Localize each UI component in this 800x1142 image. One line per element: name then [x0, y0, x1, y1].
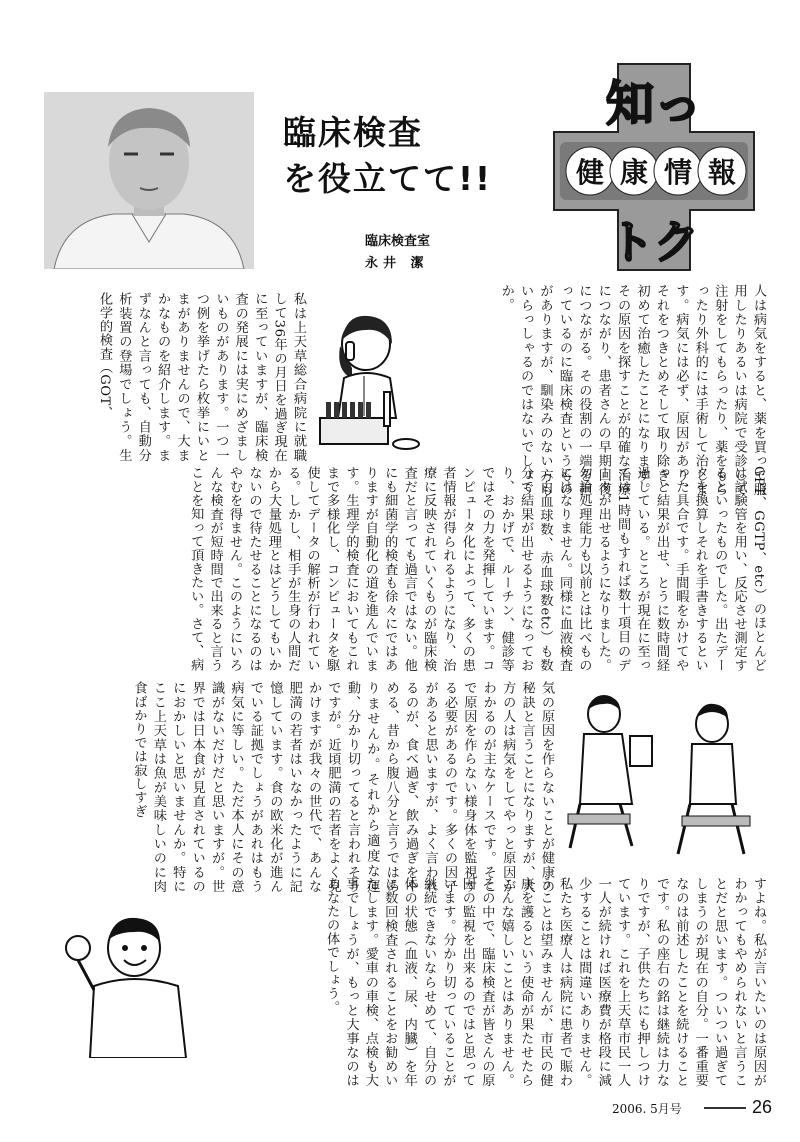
page-number: 26 [752, 1097, 773, 1117]
doctor-patient-illustration [560, 684, 766, 864]
issue-date: 2006. 5月号 [612, 1102, 682, 1116]
article-title [283, 110, 492, 201]
author-photo [44, 92, 254, 269]
badge-char-4: 報 [707, 156, 737, 189]
title-line-1: 臨床検査 [283, 113, 423, 152]
author-name: 永井 潔 [365, 256, 429, 271]
badge-top-text: 知っ [605, 76, 703, 132]
badge-char-3: 情 [663, 156, 693, 189]
ok-gesture-illustration [54, 908, 204, 1058]
body-text-block-1: 人は病気をすると、薬を買って服用したりあるいは病院で受診して注射をしてもらったり、薬をもらったり外科的には手術して治します。病気には必ず、原因があり、それをつきとめそして取り除き、初めて治癒したことになります。その原因を探すことが的確な治療につながり、患者さんの早期回復につながる。その役割の一端を担っているのに臨床検査というものがありますが、馴染みのない方もいらっしゃるのではないでしょうか。 [498, 284, 766, 496]
lab-technician-illustration [312, 306, 420, 462]
author-department: 臨床検査室 [365, 234, 431, 249]
body-text-block-5: すよね。私が言いたいのは原因がわかってもやめられないと言うことだと思います。ついつい過ぎてしまうのが現在の自分。一番重要なのは前述したことを続けることです。私の座右の銘は継続は力なりですが、子供たちにも押しつけています。これを上天草市民一人一人が続ければ医療費が格段に減少することは間違いありません。私たち医療人は病院に患者で賑わうことは望みませんが、市民の健康を護るという使命が果たせたらこんな嬉しいことはありません。その中で、臨床検査が皆さんの原因の監視を出来るのではと思っています。分かり切っていることが継続できないならせめて、自分の体の状態（血液、尿、内臓）を年に数回検査されることをお勧めいたします。愛車の車検、点検も大事でしょうが、もっと大事なのはあなたの体でしょう。 [324, 877, 766, 1087]
body-text-block-2: 私は上天草総合病院に就職して36年の月日を過ぎ現在に至っていますが、臨床検査の発展には実にめざましいものがあります。一つ一つ例を挙げたら枚挙にいとまがありませんので、大まかなものを紹介します。まずなんと言っても、自動分析装置の登場でしょう。生化学的検査（GOT、 [96, 292, 306, 462]
footer-rule [704, 1107, 746, 1109]
body-text-block-4: 気の原因を作らないことが健康の秘訣と言うことになりますが、大方の人は病気をしてやっと原因がわかるのが主なケースです。そこで原因を作らない様身体を監視する必要があるのです。多くの因子があると思いますが、よく言われるのが、食べ過ぎ、飲み過ぎをやめる、昔から腹八分と言うではありませんか。それから適度な運動、分かり切ってると言われそうですが。近頃肥満の若者をよく見かけますが我々の世代で、あんな肥満の若者はいなかったように記憶しています。食の欧米化が進んでいる証拠でしょうがあれはもう病気に等しい。ただ本人にその意識がないだけだと思いますが。世界では日本食が見直されているのにおかしいと思いませんか。特にここ上天草は魚が美味しいのに肉食ばかりでは寂しすぎ [131, 681, 554, 893]
health-info-badge [548, 58, 760, 276]
body-text-block-3: GPT、GGTP、etc）のほとんどは試験管を用い、反応させ測定するといったものでした。出たデータを換算しそれを手書きするといった具合です。手間暇をかけてやっと結果が出せ、とうに数時間経過している。ところが現在に至っては1時間もすれば数十項目のデータが出せるようになりました。勿論処理能力も以前とは比べものにはなりません。同様に血液検査（白血球数、赤血球数etc）も数分で結果が出せるようになっており、おかげで、ルーチン、健診等ではその力を発揮しています。コンピュータ化によって、多くの患者情報が得られるようになり、治療に反映されていくものが臨床検査だと言っても過言ではない。他にも細菌学的検査も徐々にではありますが自動化の道を進んでいます。生理学的検査においてもこれまで多様化し、コンピュータを駆使してデータの解析が行われている。しかし、相手が生身の人間だから大量処理とはどうしてもいかないので待たせることになるのはやむを得ません。このようにいろんな検査が短時間で出来ると言うことを知って頂きたい。さて、病 [188, 466, 766, 672]
title-line-2: を役立てて!! [283, 158, 493, 198]
badge-bottom-text: トク [608, 215, 700, 269]
badge-char-1: 健 [575, 156, 605, 189]
badge-char-2: 康 [619, 156, 649, 189]
